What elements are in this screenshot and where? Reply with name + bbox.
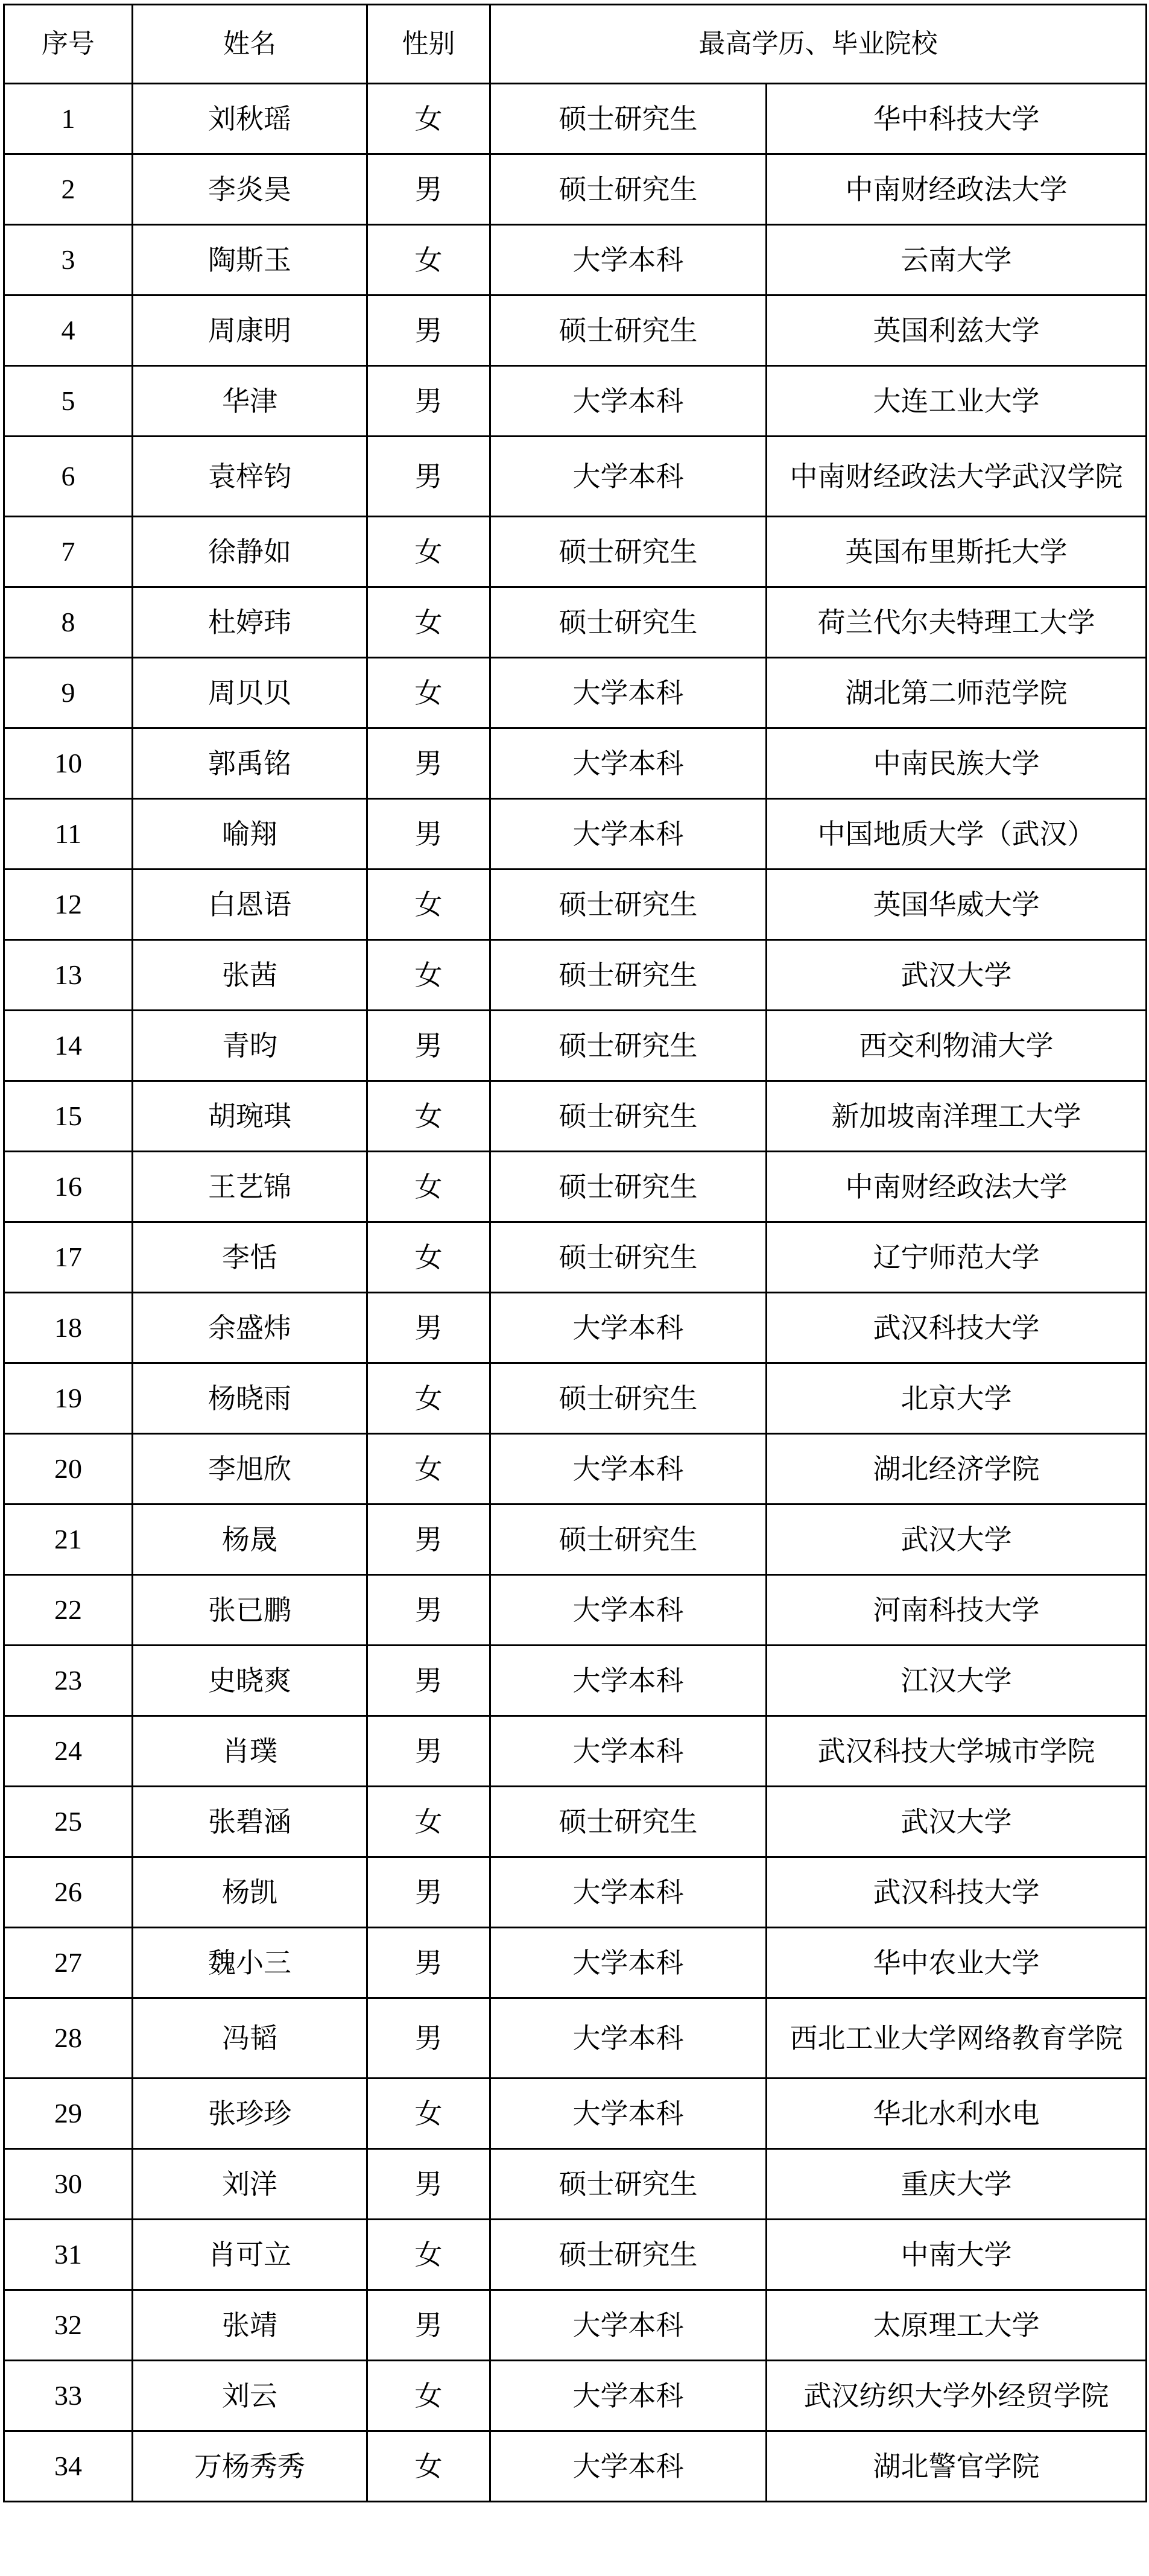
- cell-degree: 大学本科: [490, 2079, 767, 2149]
- cell-school: 新加坡南洋理工大学: [767, 1081, 1147, 1152]
- cell-school: 华北水利水电: [767, 2079, 1147, 2149]
- cell-name: 肖璞: [133, 1716, 367, 1787]
- table-row: [4, 2220, 1147, 2290]
- cell-degree: 大学本科: [490, 1646, 767, 1716]
- cell-degree: 大学本科: [490, 1998, 767, 2079]
- cell-degree: 硕士研究生: [490, 154, 767, 225]
- cell-gender: 男: [367, 1646, 490, 1716]
- table-row: [4, 2361, 1147, 2431]
- cell-school: 武汉科技大学城市学院: [767, 1716, 1147, 1787]
- cell-name: 刘秋瑶: [133, 84, 367, 154]
- cell-name: 华津: [133, 366, 367, 437]
- cell-degree: 大学本科: [490, 2431, 767, 2502]
- cell-name: 袁梓钧: [133, 437, 367, 517]
- cell-index: 10: [4, 728, 133, 799]
- cell-school: 湖北警官学院: [767, 2431, 1147, 2502]
- cell-degree: 硕士研究生: [490, 587, 767, 658]
- cell-degree: 硕士研究生: [490, 1504, 767, 1575]
- cell-name: 周康明: [133, 295, 367, 366]
- cell-degree: 硕士研究生: [490, 1152, 767, 1222]
- cell-gender: 女: [367, 1434, 490, 1504]
- table-row: [4, 658, 1147, 728]
- cell-gender: 男: [367, 1998, 490, 2079]
- cell-name: 徐静如: [133, 517, 367, 587]
- cell-degree: 硕士研究生: [490, 1081, 767, 1152]
- cell-gender: 女: [367, 1081, 490, 1152]
- cell-school: 荷兰代尔夫特理工大学: [767, 587, 1147, 658]
- cell-index: 17: [4, 1222, 133, 1293]
- header-name: 姓名: [133, 5, 367, 84]
- cell-gender: 男: [367, 437, 490, 517]
- cell-school: 英国布里斯托大学: [767, 517, 1147, 587]
- cell-school: 江汉大学: [767, 1646, 1147, 1716]
- table-row: [4, 2431, 1147, 2502]
- cell-name: 青昀: [133, 1011, 367, 1081]
- cell-degree: 大学本科: [490, 1293, 767, 1363]
- table-row: [4, 1222, 1147, 1293]
- cell-gender: 女: [367, 225, 490, 295]
- cell-degree: 大学本科: [490, 728, 767, 799]
- cell-name: 万杨秀秀: [133, 2431, 367, 2502]
- cell-school: 华中农业大学: [767, 1928, 1147, 1998]
- cell-gender: 男: [367, 1293, 490, 1363]
- cell-index: 14: [4, 1011, 133, 1081]
- cell-degree: 硕士研究生: [490, 84, 767, 154]
- cell-degree: 硕士研究生: [490, 295, 767, 366]
- cell-degree: 大学本科: [490, 1716, 767, 1787]
- cell-school: 武汉大学: [767, 1504, 1147, 1575]
- cell-degree: 大学本科: [490, 2361, 767, 2431]
- cell-name: 杜婷玮: [133, 587, 367, 658]
- cell-index: 24: [4, 1716, 133, 1787]
- cell-gender: 男: [367, 1928, 490, 1998]
- cell-name: 喻翔: [133, 799, 367, 870]
- table-row: [4, 587, 1147, 658]
- cell-gender: 男: [367, 728, 490, 799]
- cell-name: 史晓爽: [133, 1646, 367, 1716]
- cell-school: 云南大学: [767, 225, 1147, 295]
- cell-gender: 女: [367, 587, 490, 658]
- table-row: [4, 2290, 1147, 2361]
- cell-name: 肖可立: [133, 2220, 367, 2290]
- cell-gender: 男: [367, 1716, 490, 1787]
- cell-index: 20: [4, 1434, 133, 1504]
- cell-degree: 硕士研究生: [490, 1363, 767, 1434]
- cell-school: 武汉大学: [767, 940, 1147, 1011]
- cell-index: 31: [4, 2220, 133, 2290]
- cell-school: 北京大学: [767, 1363, 1147, 1434]
- header-row: [4, 5, 1147, 84]
- cell-gender: 男: [367, 2149, 490, 2220]
- cell-degree: 硕士研究生: [490, 1222, 767, 1293]
- cell-index: 12: [4, 870, 133, 940]
- cell-degree: 大学本科: [490, 366, 767, 437]
- cell-school: 中南财经政法大学: [767, 1152, 1147, 1222]
- table-row: [4, 1363, 1147, 1434]
- cell-school: 英国华威大学: [767, 870, 1147, 940]
- cell-gender: 女: [367, 2361, 490, 2431]
- cell-school: 武汉大学: [767, 1787, 1147, 1857]
- table-row: [4, 940, 1147, 1011]
- cell-index: 30: [4, 2149, 133, 2220]
- cell-school: 湖北经济学院: [767, 1434, 1147, 1504]
- cell-name: 刘云: [133, 2361, 367, 2431]
- cell-index: 4: [4, 295, 133, 366]
- cell-gender: 男: [367, 366, 490, 437]
- cell-index: 26: [4, 1857, 133, 1928]
- cell-school: 湖北第二师范学院: [767, 658, 1147, 728]
- cell-index: 23: [4, 1646, 133, 1716]
- cell-index: 34: [4, 2431, 133, 2502]
- cell-degree: 硕士研究生: [490, 2220, 767, 2290]
- cell-name: 张已鹏: [133, 1575, 367, 1646]
- cell-gender: 男: [367, 1857, 490, 1928]
- table-row: [4, 225, 1147, 295]
- cell-name: 冯韬: [133, 1998, 367, 2079]
- cell-name: 杨晓雨: [133, 1363, 367, 1434]
- cell-index: 22: [4, 1575, 133, 1646]
- cell-school: 太原理工大学: [767, 2290, 1147, 2361]
- table-row: [4, 870, 1147, 940]
- cell-gender: 女: [367, 1363, 490, 1434]
- cell-gender: 男: [367, 799, 490, 870]
- cell-gender: 女: [367, 2220, 490, 2290]
- cell-name: 张靖: [133, 2290, 367, 2361]
- cell-name: 白恩语: [133, 870, 367, 940]
- table-row: [4, 437, 1147, 517]
- cell-school: 英国利兹大学: [767, 295, 1147, 366]
- cell-gender: 男: [367, 1504, 490, 1575]
- cell-school: 河南科技大学: [767, 1575, 1147, 1646]
- cell-degree: 硕士研究生: [490, 1787, 767, 1857]
- cell-gender: 女: [367, 940, 490, 1011]
- cell-gender: 男: [367, 2290, 490, 2361]
- cell-index: 2: [4, 154, 133, 225]
- cell-index: 13: [4, 940, 133, 1011]
- cell-index: 28: [4, 1998, 133, 2079]
- header-education: 最高学历、毕业院校: [490, 5, 1147, 84]
- table-row: [4, 799, 1147, 870]
- cell-gender: 男: [367, 154, 490, 225]
- cell-school: 西北工业大学网络教育学院: [767, 1998, 1147, 2079]
- cell-school: 中南民族大学: [767, 728, 1147, 799]
- table-row: [4, 1504, 1147, 1575]
- cell-index: 11: [4, 799, 133, 870]
- table-row: [4, 366, 1147, 437]
- cell-name: 杨晟: [133, 1504, 367, 1575]
- cell-index: 7: [4, 517, 133, 587]
- cell-degree: 大学本科: [490, 1857, 767, 1928]
- cell-name: 周贝贝: [133, 658, 367, 728]
- cell-name: 胡琬琪: [133, 1081, 367, 1152]
- cell-index: 32: [4, 2290, 133, 2361]
- cell-index: 9: [4, 658, 133, 728]
- cell-degree: 大学本科: [490, 658, 767, 728]
- cell-degree: 硕士研究生: [490, 2149, 767, 2220]
- table-row: [4, 1787, 1147, 1857]
- cell-name: 杨凯: [133, 1857, 367, 1928]
- cell-degree: 硕士研究生: [490, 517, 767, 587]
- cell-name: 郭禹铭: [133, 728, 367, 799]
- table-row: [4, 1152, 1147, 1222]
- table-row: [4, 1434, 1147, 1504]
- cell-name: 张茜: [133, 940, 367, 1011]
- cell-gender: 女: [367, 84, 490, 154]
- table-row: [4, 1998, 1147, 2079]
- cell-name: 李恬: [133, 1222, 367, 1293]
- cell-name: 张碧涵: [133, 1787, 367, 1857]
- cell-school: 中南财经政法大学: [767, 154, 1147, 225]
- cell-index: 1: [4, 84, 133, 154]
- cell-degree: 大学本科: [490, 225, 767, 295]
- cell-gender: 男: [367, 1575, 490, 1646]
- cell-gender: 女: [367, 1152, 490, 1222]
- cell-school: 武汉科技大学: [767, 1293, 1147, 1363]
- cell-name: 刘洋: [133, 2149, 367, 2220]
- cell-gender: 女: [367, 1222, 490, 1293]
- table-row: [4, 1646, 1147, 1716]
- cell-index: 3: [4, 225, 133, 295]
- cell-gender: 女: [367, 1787, 490, 1857]
- cell-index: 27: [4, 1928, 133, 1998]
- cell-name: 李炎昊: [133, 154, 367, 225]
- cell-school: 华中科技大学: [767, 84, 1147, 154]
- cell-name: 王艺锦: [133, 1152, 367, 1222]
- cell-degree: 硕士研究生: [490, 870, 767, 940]
- table-row: [4, 1857, 1147, 1928]
- cell-degree: 大学本科: [490, 799, 767, 870]
- table-row: [4, 295, 1147, 366]
- cell-index: 16: [4, 1152, 133, 1222]
- cell-gender: 女: [367, 870, 490, 940]
- cell-school: 中南财经政法大学武汉学院: [767, 437, 1147, 517]
- cell-school: 中国地质大学（武汉）: [767, 799, 1147, 870]
- candidate-table: [3, 4, 1147, 2502]
- cell-gender: 女: [367, 2431, 490, 2502]
- cell-name: 魏小三: [133, 1928, 367, 1998]
- table-row: [4, 1575, 1147, 1646]
- cell-name: 李旭欣: [133, 1434, 367, 1504]
- cell-gender: 男: [367, 295, 490, 366]
- cell-index: 18: [4, 1293, 133, 1363]
- table-row: [4, 1011, 1147, 1081]
- cell-index: 21: [4, 1504, 133, 1575]
- cell-index: 6: [4, 437, 133, 517]
- table-row: [4, 1081, 1147, 1152]
- cell-index: 15: [4, 1081, 133, 1152]
- cell-degree: 大学本科: [490, 1928, 767, 1998]
- table-row: [4, 2079, 1147, 2149]
- cell-school: 辽宁师范大学: [767, 1222, 1147, 1293]
- cell-gender: 女: [367, 2079, 490, 2149]
- cell-degree: 大学本科: [490, 1575, 767, 1646]
- cell-degree: 大学本科: [490, 2290, 767, 2361]
- table-row: [4, 154, 1147, 225]
- table-row: [4, 1928, 1147, 1998]
- cell-school: 武汉科技大学: [767, 1857, 1147, 1928]
- cell-degree: 大学本科: [490, 1434, 767, 1504]
- cell-degree: 大学本科: [490, 437, 767, 517]
- cell-school: 中南大学: [767, 2220, 1147, 2290]
- cell-name: 陶斯玉: [133, 225, 367, 295]
- cell-degree: 硕士研究生: [490, 1011, 767, 1081]
- table-row: [4, 1293, 1147, 1363]
- table-row: [4, 728, 1147, 799]
- cell-school: 大连工业大学: [767, 366, 1147, 437]
- table-row: [4, 517, 1147, 587]
- cell-index: 5: [4, 366, 133, 437]
- header-gender: 性别: [367, 5, 490, 84]
- table-body: [4, 84, 1147, 2502]
- cell-index: 8: [4, 587, 133, 658]
- table-row: [4, 2149, 1147, 2220]
- cell-school: 武汉纺织大学外经贸学院: [767, 2361, 1147, 2431]
- cell-index: 29: [4, 2079, 133, 2149]
- cell-index: 33: [4, 2361, 133, 2431]
- cell-name: 张珍珍: [133, 2079, 367, 2149]
- cell-name: 余盛炜: [133, 1293, 367, 1363]
- table-row: [4, 1716, 1147, 1787]
- cell-gender: 女: [367, 658, 490, 728]
- cell-gender: 男: [367, 1011, 490, 1081]
- cell-school: 西交利物浦大学: [767, 1011, 1147, 1081]
- cell-degree: 硕士研究生: [490, 940, 767, 1011]
- cell-index: 25: [4, 1787, 133, 1857]
- header-index: 序号: [4, 5, 133, 84]
- cell-school: 重庆大学: [767, 2149, 1147, 2220]
- table-row: [4, 84, 1147, 154]
- cell-index: 19: [4, 1363, 133, 1434]
- cell-gender: 女: [367, 517, 490, 587]
